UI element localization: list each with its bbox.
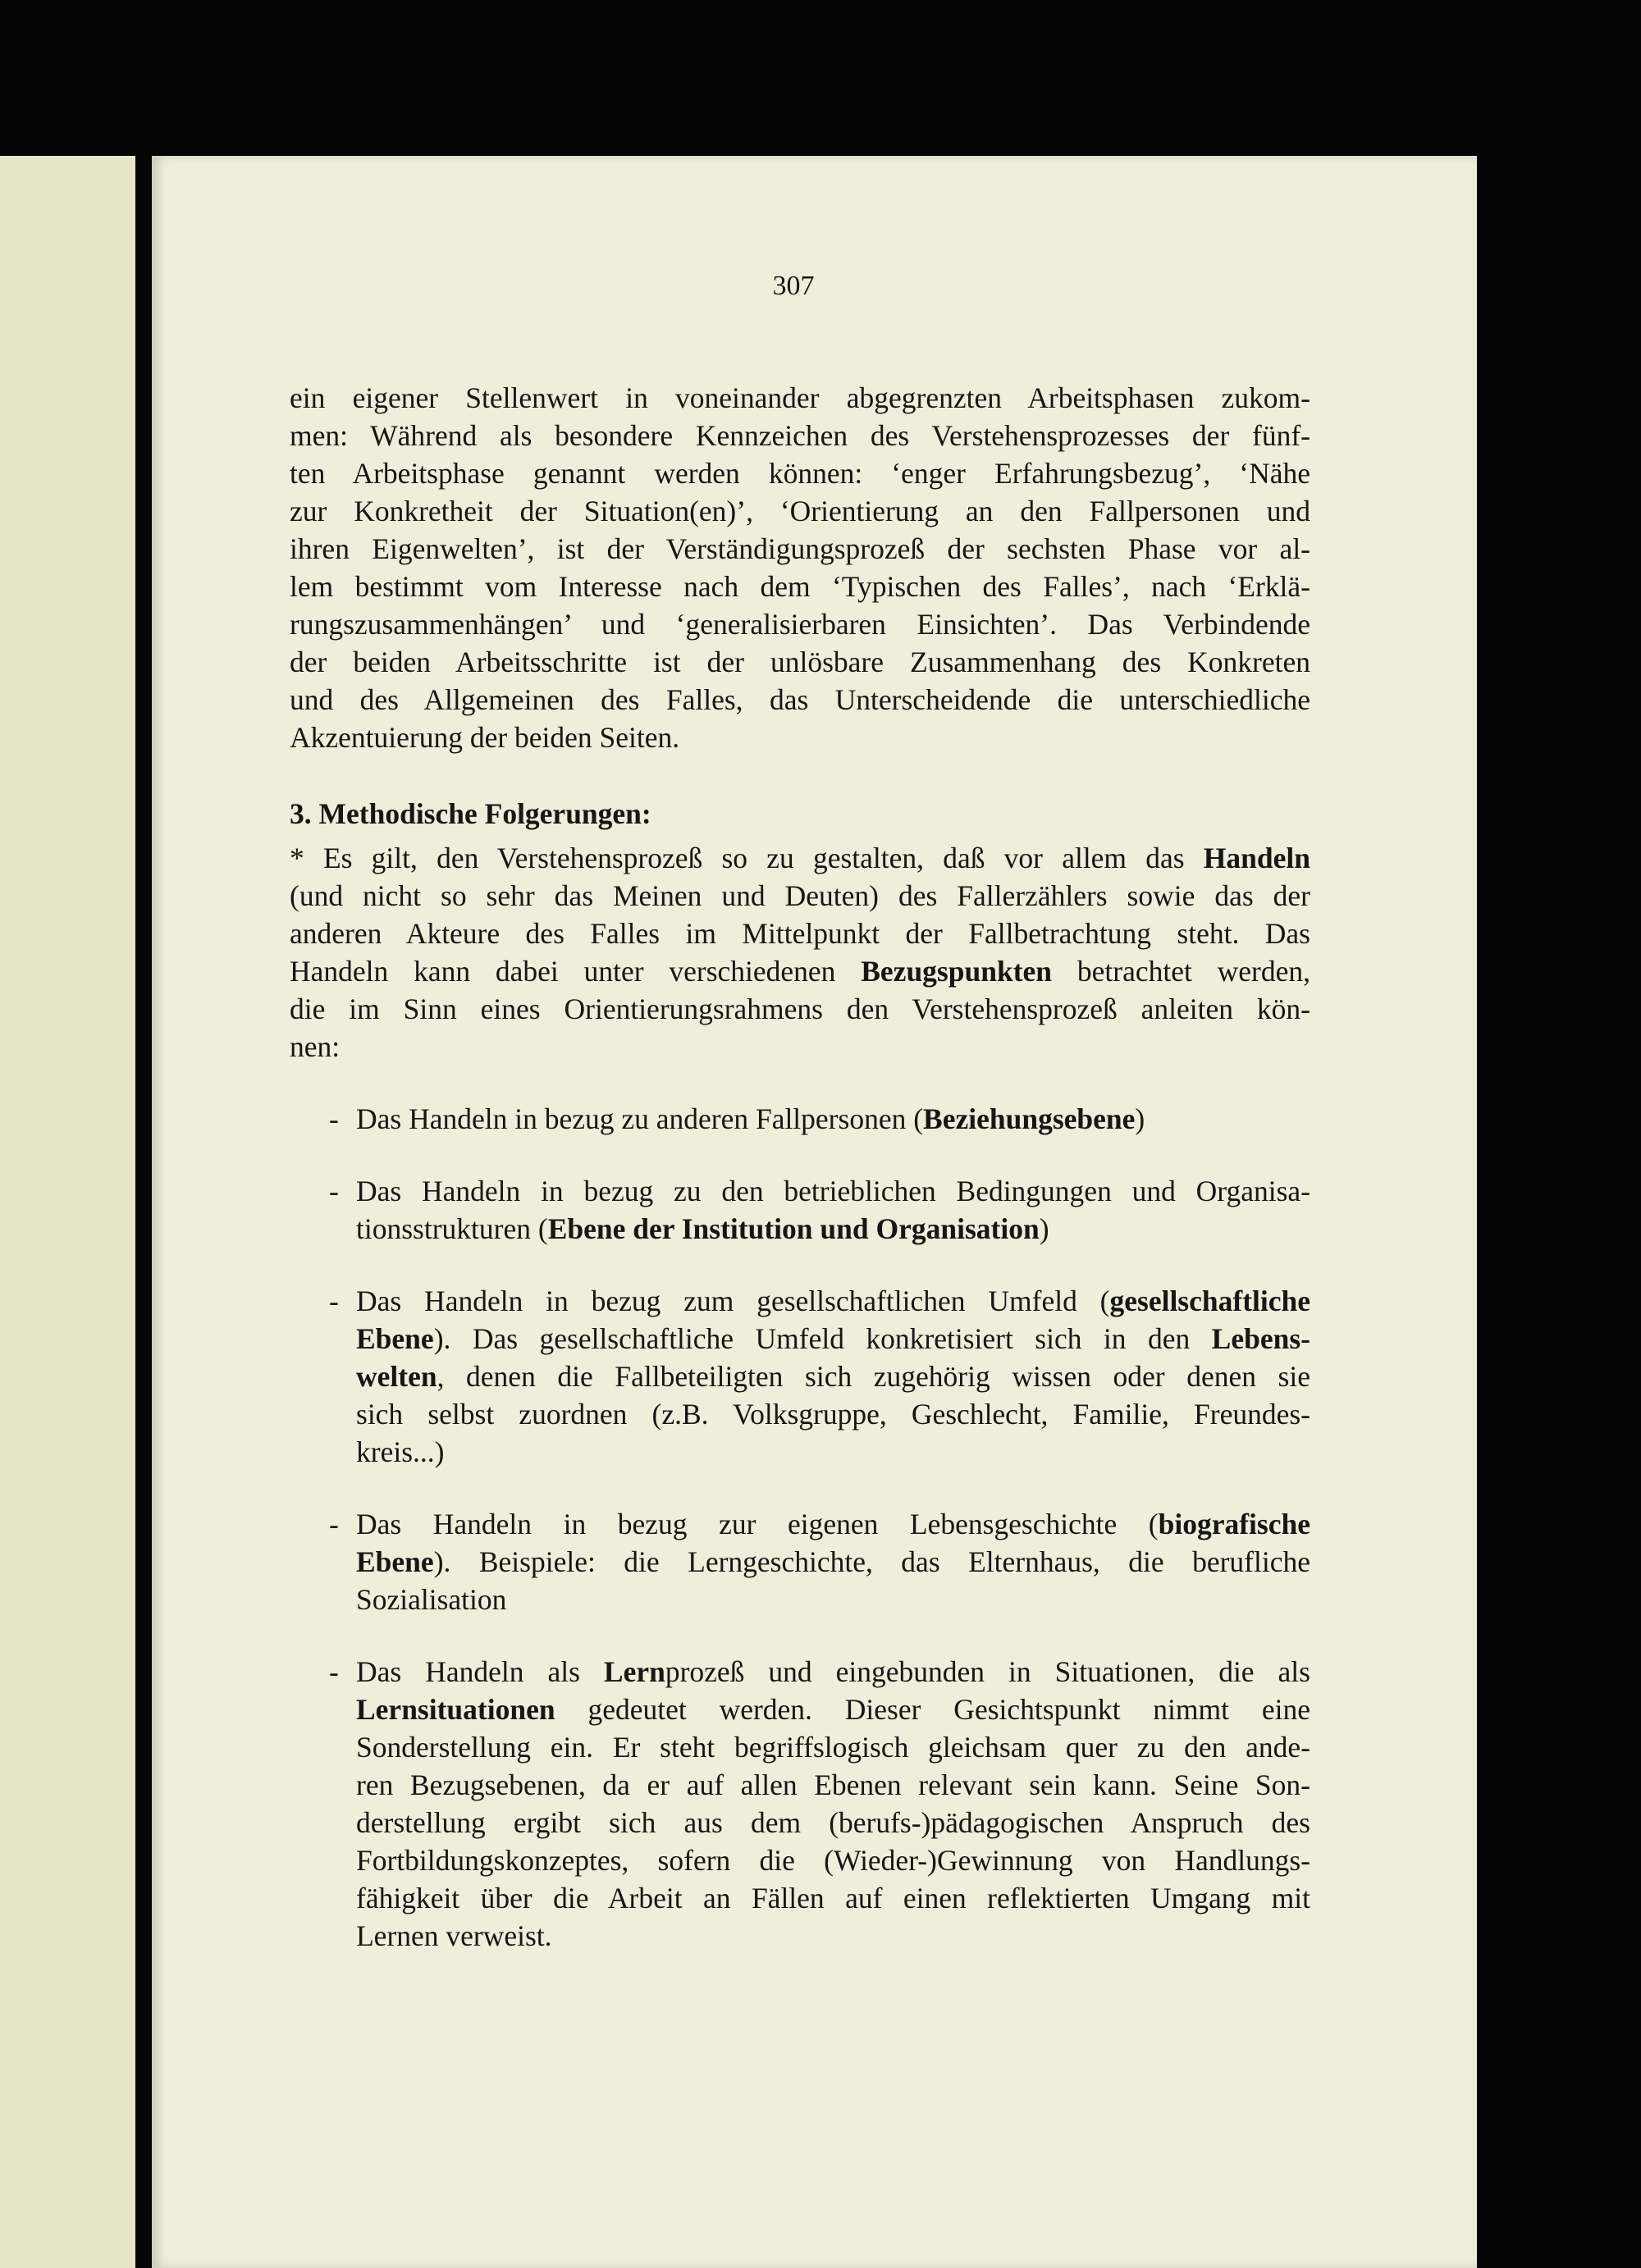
text-line [356,1210,1310,1248]
text-segment: ten Arbeitsphase genannt werden können: ‘enger Erfahrungsbezug’, ‘Nähe [290,457,1310,490]
reference-levels-list [290,1100,1310,1955]
text-segment: ). Das gesellschaftliche Umfeld konkretisiert sich in den [433,1322,1212,1355]
text-line [356,1691,1310,1728]
text-line [290,605,1310,643]
text-line [290,719,1310,756]
text-segment: kreis...) [356,1435,445,1468]
bold-term: Lebens- [1211,1322,1310,1355]
text-segment: tionsstrukturen ( [356,1212,548,1245]
list-item [290,1653,1310,1955]
bold-term: Bezugspunkten [861,955,1053,988]
text-line [356,1282,1310,1320]
text-segment: (und nicht so sehr das Meinen und Deuten) des Fallerzählers sowie das der [290,879,1310,912]
text-line [356,1766,1310,1804]
bold-term: welten [356,1360,437,1393]
text-segment: , denen die Fallbeteiligten sich zugehörig wissen oder denen sie [437,1360,1310,1393]
text-segment: derstellung ergibt sich aus dem (berufs-)pädagogischen Anspruch des [356,1806,1310,1839]
page-number: 307 [772,271,815,301]
text-segment: ) [1039,1212,1049,1245]
text-segment: Das Handeln in bezug zur eigenen Lebensgeschichte ( [356,1508,1159,1540]
text-line [356,1172,1310,1210]
text-line [356,1841,1310,1879]
text-line [290,568,1310,605]
text-segment: Handeln kann dabei unter verschiedenen [290,955,862,988]
text-line [290,990,1310,1028]
text-line [356,1395,1310,1433]
text-line [290,877,1310,915]
text-line [356,1358,1310,1395]
text-line [356,1879,1310,1917]
text-segment: Das Handeln als [356,1655,604,1688]
text-line [290,530,1310,568]
text-line [356,1505,1310,1543]
text-segment: Akzentuierung der beiden Seiten. [290,721,680,754]
text-segment: Sonderstellung ein. Er steht begriffslogisch gleichsam quer zu den ande- [356,1731,1310,1764]
page-content [290,379,1310,1955]
text-line [290,417,1310,454]
list-item [290,1282,1310,1471]
bold-term: gesellschaftliche [1109,1285,1310,1317]
text-line [290,839,1310,877]
text-line [290,681,1310,719]
bullet-dash: - [329,1655,339,1688]
bold-term: Ebene [356,1322,434,1355]
text-segment: nen: [290,1030,341,1063]
bold-term: Lern [603,1655,665,1688]
text-segment: Das Handeln in bezug zu den betrieblichen Bedingungen und Organisa- [356,1175,1310,1207]
text-segment: rungszusammenhängen’ und ‘generalisierbaren Einsichten’. Das Verbindende [290,608,1310,641]
text-segment: zur Konkretheit der Situation(en)’, ‘Orientierung an den Fallpersonen und [290,495,1310,527]
bold-term: Lernsituationen [356,1693,555,1726]
text-segment: gedeutet werden. Dieser Gesichtspunkt nimmt eine [555,1693,1310,1726]
text-segment: ren Bezugsebenen, da er auf allen Ebenen relevant sein kann. Seine Son- [356,1768,1310,1801]
bullet-dash: - [329,1508,339,1540]
list-item [290,1505,1310,1618]
text-segment: anderen Akteure des Falles im Mittelpunkt der Fallbetrachtung steht. Das [290,917,1310,950]
text-line [356,1320,1310,1358]
text-segment: ). Beispiele: die Lerngeschichte, das Elternhaus, die berufliche [433,1545,1310,1578]
text-line [290,379,1310,417]
bold-term: Ebene [356,1545,434,1578]
bullet-dash: - [329,1285,339,1317]
text-segment: ihren Eigenwelten’, ist der Verständigungsprozeß der sechsten Phase vor al- [290,532,1310,565]
bullet-dash: - [329,1175,339,1207]
text-line [356,1653,1310,1691]
list-item [290,1100,1310,1138]
text-segment: der beiden Arbeitsschritte ist der unlösbare Zusammenhang des Konkreten [290,646,1310,678]
text-segment: fähigkeit über die Arbeit an Fällen auf einen reflektierten Umgang mit [356,1882,1310,1914]
text-segment: Fortbildungskonzeptes, sofern die (Wieder-)Gewinnung von Handlungs- [356,1844,1310,1877]
facing-page-edge [0,156,135,2268]
bullet-dash: - [329,1102,339,1135]
text-line [356,1433,1310,1471]
paragraph-methodology [290,839,1310,1066]
section-heading: 3. Methodische Folgerungen: [290,797,651,830]
text-line [290,915,1310,952]
text-segment: und des Allgemeinen des Falles, das Unterscheidende die unterschiedliche [290,683,1310,716]
text-line [290,1028,1310,1066]
text-segment: * Es gilt, den Verstehensprozeß so zu gestalten, daß vor allem das [290,842,1204,874]
text-segment: Das Handeln in bezug zum gesellschaftlichen Umfeld ( [356,1285,1110,1317]
text-segment: ein eigener Stellenwert in voneinander abgegrenzten Arbeitsphasen zukom- [290,381,1310,414]
text-segment: Das Handeln in bezug zu anderen Fallpersonen ( [356,1102,924,1135]
text-segment: prozeß und eingebunden in Situationen, die als [665,1655,1310,1688]
text-line [290,492,1310,530]
text-line [356,1804,1310,1841]
text-segment: die im Sinn eines Orientierungsrahmens den Verstehensprozeß anleiten kön- [290,993,1310,1025]
text-segment: betrachtet werden, [1052,955,1310,988]
text-line [290,643,1310,681]
text-line [356,1100,1310,1138]
bold-term: biografische [1158,1508,1310,1540]
text-line [356,1543,1310,1581]
list-item [290,1172,1310,1248]
bold-term: Handeln [1203,842,1310,874]
text-segment: sich selbst zuordnen (z.B. Volksgruppe, Geschlecht, Familie, Freundes- [356,1398,1310,1431]
text-line [356,1917,1310,1955]
text-line [290,952,1310,990]
paragraph-intro [290,379,1310,756]
bold-term: Beziehungsebene [923,1102,1136,1135]
text-segment: Sozialisation [356,1583,507,1616]
text-segment: ) [1135,1102,1145,1135]
text-segment: lem bestimmt vom Interesse nach dem ‘Typischen des Falles’, nach ‘Erklä- [290,570,1310,603]
text-line [356,1728,1310,1766]
text-segment: men: Während als besondere Kennzeichen des Verstehensprozesses der fünf- [290,419,1310,452]
bold-term: Ebene der Institution und Organisation [547,1212,1040,1245]
text-line [356,1581,1310,1618]
text-line [290,454,1310,492]
text-segment: Lernen verweist. [356,1919,552,1952]
